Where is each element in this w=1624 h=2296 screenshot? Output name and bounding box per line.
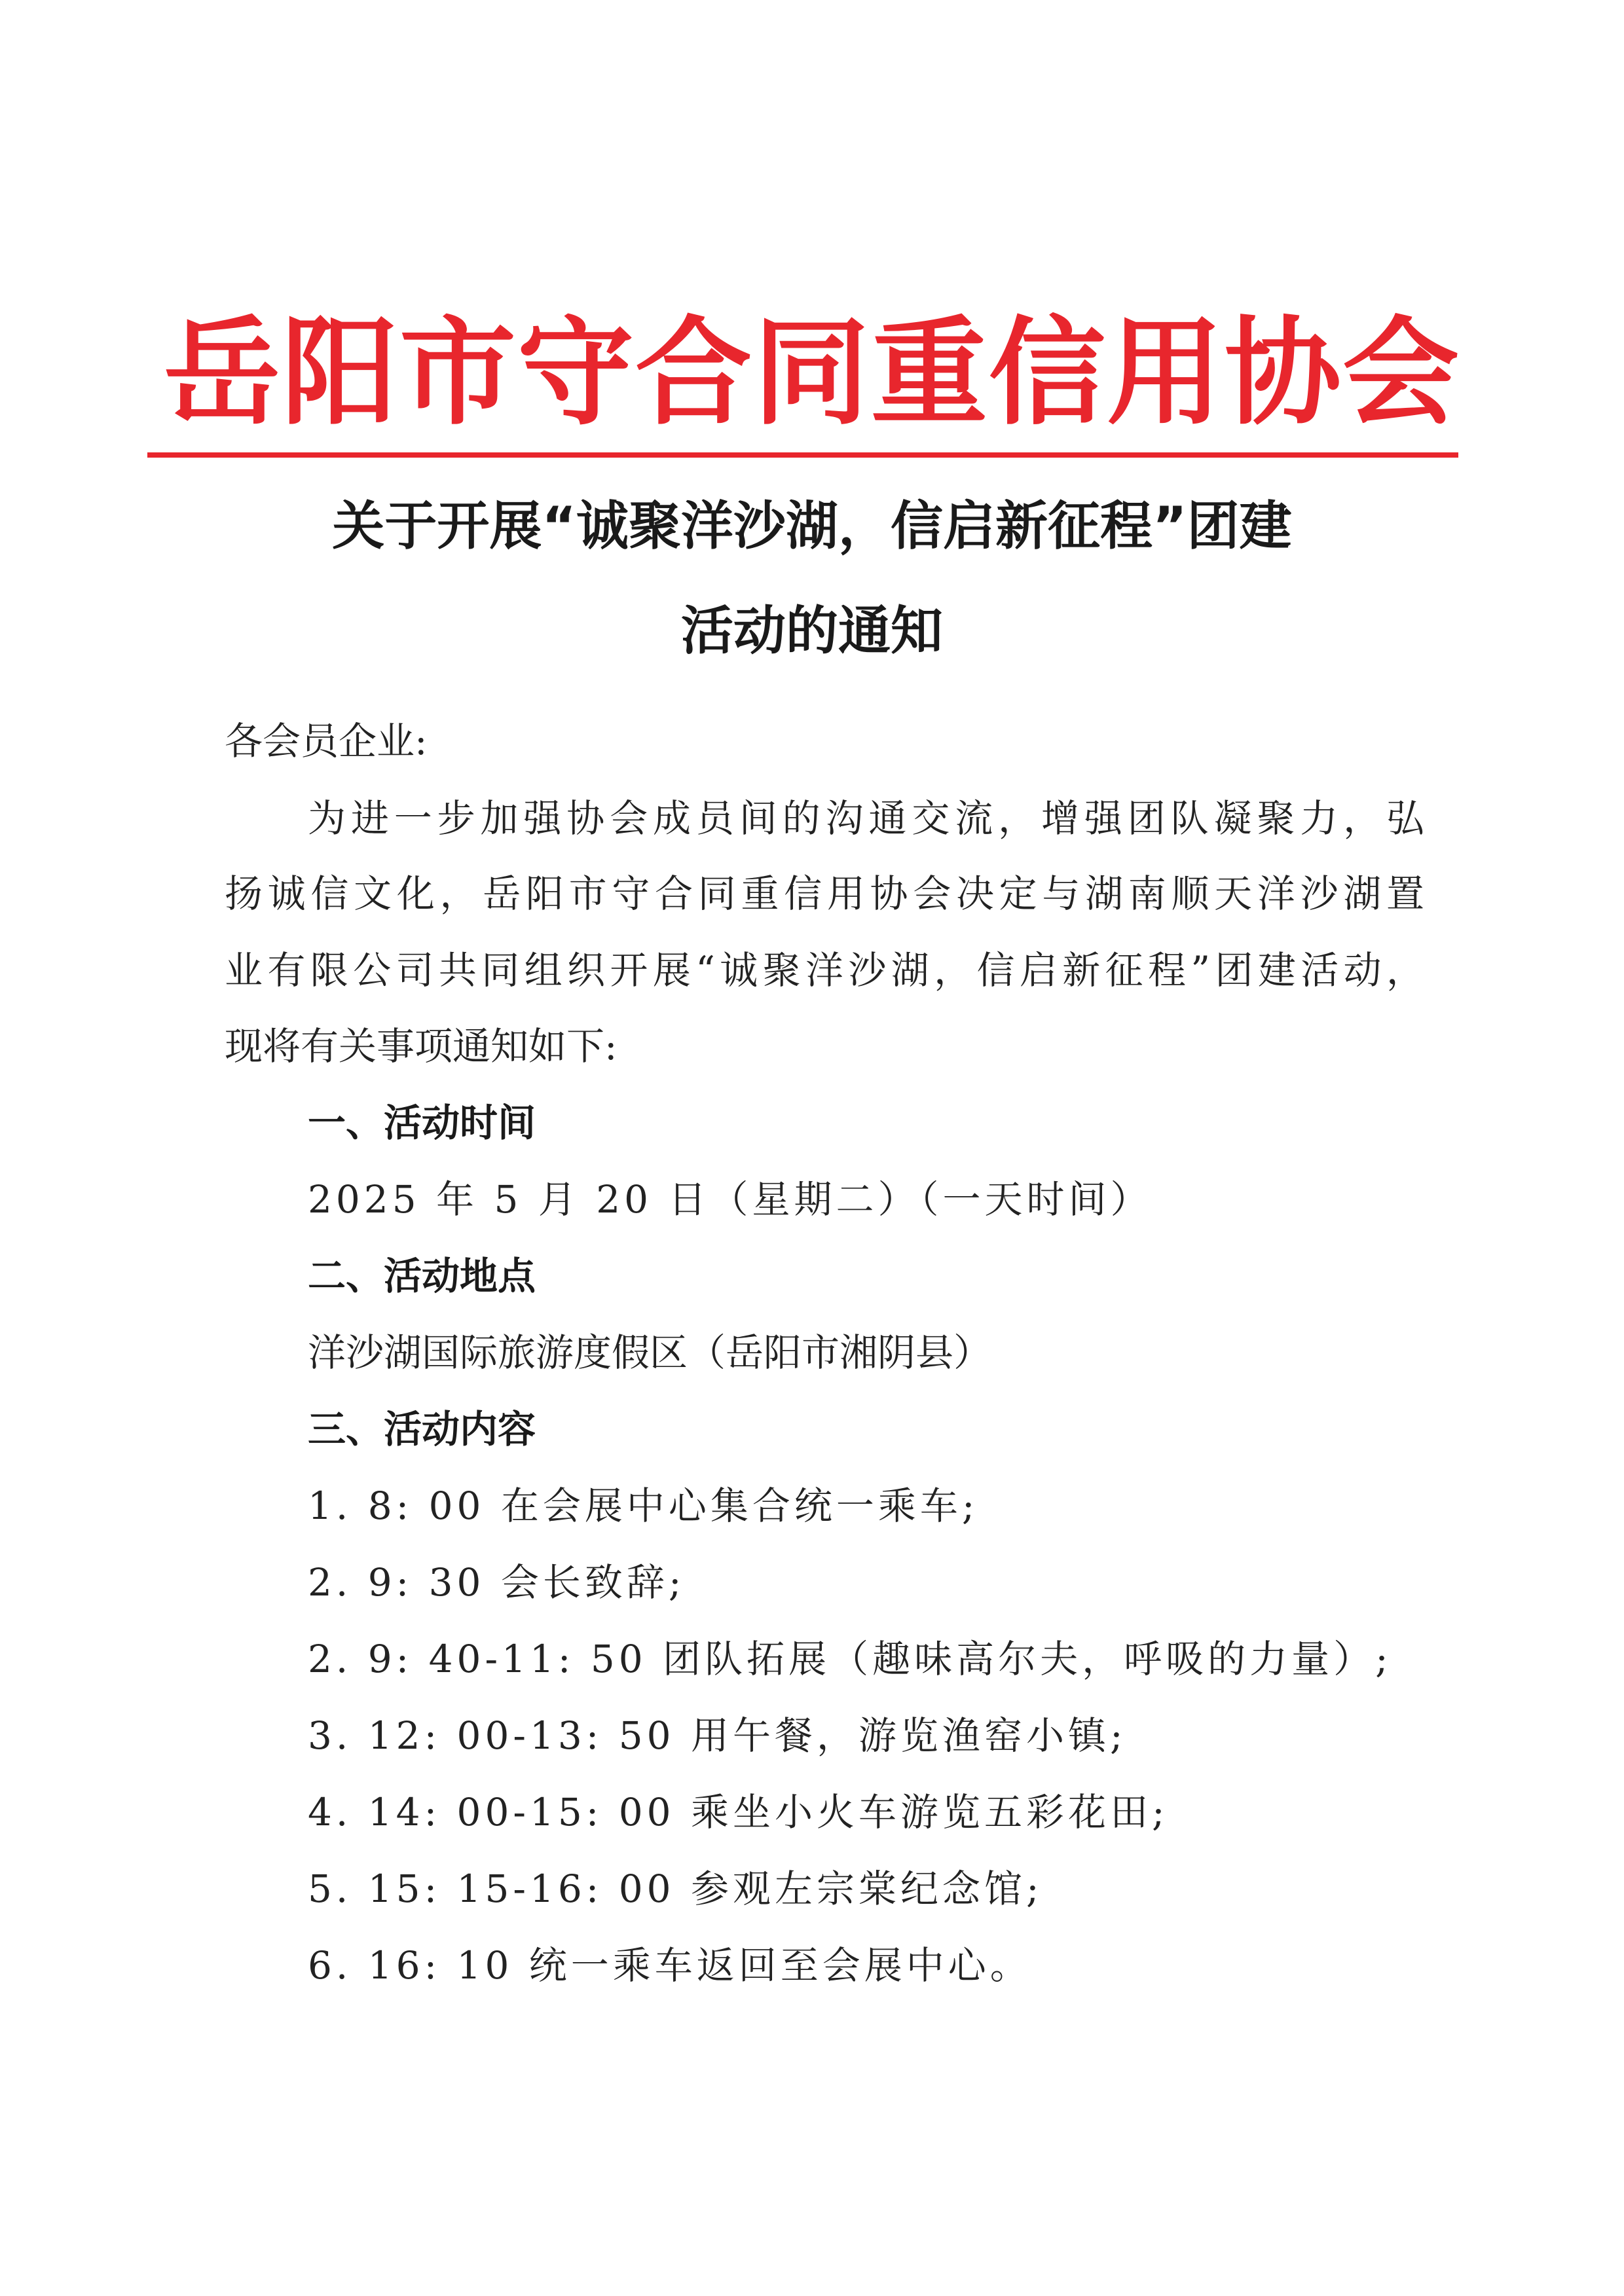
salutation: 各会员企业: [225, 719, 428, 763]
section-content-heading: 三、活动内容 [308, 1407, 536, 1451]
schedule-item: 5. 15: 15-16: 00 参观左宗棠纪念馆; [308, 1867, 1043, 1911]
notice-title-line-2: 活动的通知 [681, 600, 943, 661]
schedule-item: 3. 12: 00-13: 50 用午餐，游览渔窑小镇; [308, 1713, 1127, 1758]
notice-title-line-1: 关于开展“诚聚洋沙湖，信启新征程”团建 [332, 496, 1292, 556]
section-time-heading: 一、活动时间 [308, 1101, 536, 1145]
schedule-item: 2. 9: 30 会长致辞; [308, 1560, 686, 1605]
schedule-item: 1. 8: 00 在会展中心集合统一乘车; [308, 1484, 979, 1528]
intro-line-2: 扬诚信文化，岳阳市守合同重信用协会决定与湖南顺天洋沙湖置 [225, 871, 1424, 916]
section-time-content: 2025 年 5 月 20 日（星期二）（一天时间） [308, 1177, 1153, 1222]
letterhead-red-rule [147, 452, 1458, 458]
intro-line-4: 现将有关事项通知如下: [225, 1024, 618, 1068]
letterhead-org-name: 岳阳市守合同重信用协会 [164, 305, 1460, 441]
intro-line-3: 业有限公司共同组织开展“诚聚洋沙湖，信启新征程”团建活动， [225, 948, 1424, 993]
schedule-item: 6. 16: 10 统一乘车返回至会展中心。 [308, 1943, 1032, 1988]
schedule-item: 4. 14: 00-15: 00 乘坐小火车游览五彩花田; [308, 1790, 1169, 1834]
intro-line-1: 为进一步加强协会成员间的沟通交流，增强团队凝聚力，弘 [308, 796, 1424, 841]
section-location-content: 洋沙湖国际旅游度假区（岳阳市湘阴县） [308, 1330, 992, 1375]
section-location-heading: 二、活动地点 [308, 1254, 536, 1298]
schedule-item: 2. 9: 40-11: 50 团队拓展（趣味高尔夫，呼吸的力量）; [308, 1637, 1392, 1681]
